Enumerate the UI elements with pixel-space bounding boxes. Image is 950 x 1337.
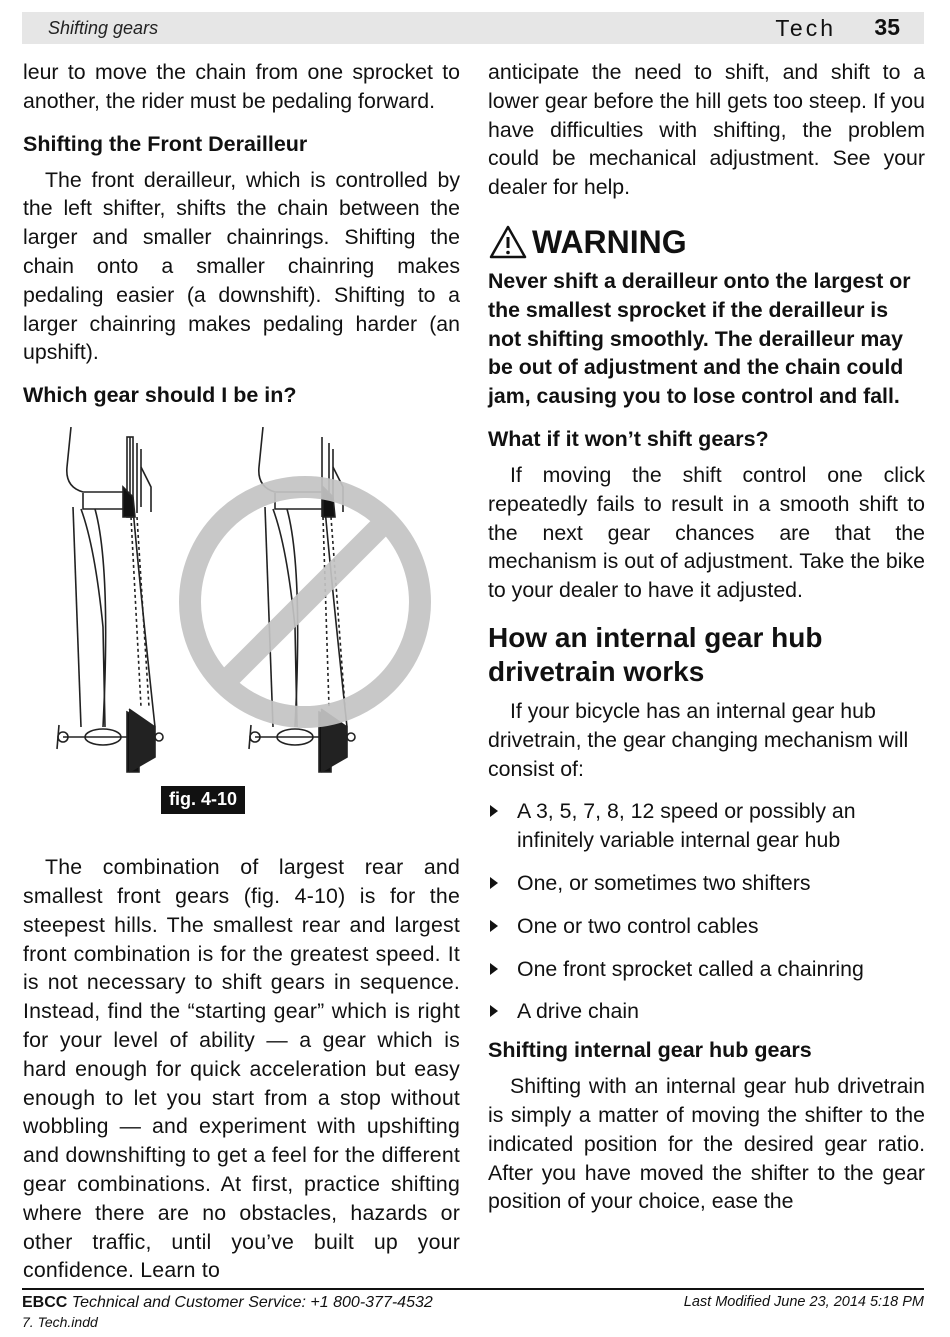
warning-title: WARNING: [532, 223, 687, 260]
paragraph-shifting-internal: Shifting with an internal gear hub drivetrain is simply a matter of moving the shifter to the indicated position for the desired gear ratio. After you have moved the shifter to the gear position of your choice, ease the: [488, 1074, 925, 1214]
paragraph-internal-gear-hub: If your bicycle has an internal gear hub drivetrain, the gear changing mechanism will consist of:: [488, 698, 909, 781]
footer-rule: [22, 1288, 924, 1290]
warning-heading: [488, 224, 925, 261]
paragraph-front-derailleur: The front derailleur, which is controlled by the left shifter, shifts the chain between the larger and smaller chainrings. Shifting the chain onto a smaller chainring makes pedaling easier (a downshift). Shifting to a larger chainring makes pedaling harder (an upshift).: [23, 167, 460, 365]
prohibited-sign-icon: [190, 487, 420, 717]
paragraph-gear-combination: The combination of largest rear and smallest front gears (fig. 4-10) is for the steepest hills. The smallest rear and largest front combination is for the greatest speed. It is not necessary to shift gears in sequence. Instead, find the “starting gear” which is right for your level of ability — a gear which is hard enough for quick acceleration but easy enough to let you start from a stop without wobbling — and experiment with upshifting and downshifting to get a feel for the different gear combinations. At first, practice shifting where there are no obstacles, hazards or other traffic, until you’ve built up your confidence. Learn to: [23, 855, 460, 1283]
triangle-bullet-icon: [490, 877, 498, 889]
right-column: [488, 58, 925, 1216]
heading-internal-gear-hub: How an internal gear hub drivetrain works: [488, 621, 823, 687]
triangle-bullet-icon: [490, 963, 498, 975]
gear-combination-illustration: [23, 427, 460, 827]
drivetrain-left: [57, 427, 163, 772]
list-item: A drive chain: [488, 997, 925, 1026]
list-item: One or two control cables: [488, 912, 925, 941]
left-column: [23, 58, 460, 1285]
page-number: 35: [874, 14, 900, 40]
heading-which-gear: Which gear should I be in?: [23, 383, 297, 408]
running-header: [22, 12, 924, 44]
footer-service-text: Technical and Customer Service: +1 800-377-4532: [71, 1294, 433, 1311]
triangle-bullet-icon: [490, 805, 498, 817]
heading-shifting-internal: Shifting internal gear hub gears: [488, 1038, 812, 1063]
figure-4-10: [23, 427, 460, 847]
heading-front-derailleur: Shifting the Front Derailleur: [23, 131, 308, 156]
footer-service: [22, 1294, 433, 1312]
list-item: One, or sometimes two shifters: [488, 869, 925, 898]
figure-label: fig. 4-10: [161, 786, 245, 814]
triangle-bullet-icon: [490, 1005, 498, 1017]
header-section-title: Shifting gears: [48, 18, 159, 38]
paragraph-anticipate: anticipate the need to shift, and shift to a lower gear before the hill gets too steep. If you have difficulties with shifting, the problem could be mechanical adjustment. See your dealer for help.: [488, 60, 925, 200]
warning-text: Never shift a derailleur onto the largest or the smallest sprocket if the derailleur is not shifting smoothly. The derailleur may be out of adjustment and the chain could jam, causing you to lose control and fall.: [488, 268, 911, 409]
list-item: A 3, 5, 7, 8, 12 speed or possibly an infinitely variable internal gear hub: [488, 797, 925, 855]
footer-brand: EBCC: [22, 1294, 68, 1311]
footer-modified: Last Modified June 23, 2014 5:18 PM: [683, 1294, 924, 1310]
paragraph-wont-shift: If moving the shift control one click repeatedly fails to result in a smooth shift to the next gear chances are that the mechanism is out of adjustment. Take the bike to your dealer to have it adjusted.: [488, 462, 925, 603]
footer-filename: 7. Tech.indd: [22, 1314, 98, 1330]
paragraph-continued: leur to move the chain from one sprocket to another, the rider must be pedaling forward.: [23, 60, 460, 113]
triangle-bullet-icon: [490, 920, 498, 932]
heading-wont-shift: What if it won’t shift gears?: [488, 426, 769, 451]
list-item: One front sprocket called a chainring: [488, 955, 925, 984]
header-chapter: Tech: [775, 15, 836, 41]
component-list: [488, 797, 925, 1026]
warning-triangle-icon: [488, 224, 528, 260]
